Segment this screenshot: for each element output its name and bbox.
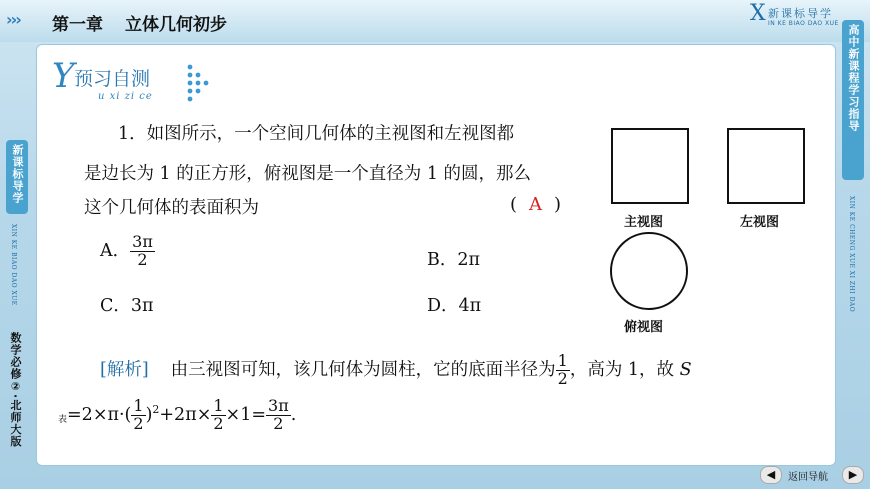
brand-cn: 新课标导学 bbox=[768, 7, 833, 20]
forward-arrow-icon[interactable]: ▶ bbox=[842, 466, 864, 484]
dots-icon bbox=[186, 62, 216, 102]
option-a: A． $\frac{3\pi}{2}$ bbox=[100, 232, 153, 269]
top-bar bbox=[0, 0, 870, 42]
top-view-label: 俯视图 bbox=[624, 320, 664, 335]
right-sidebar-title: 高中新课程学习指导 bbox=[842, 20, 864, 180]
option-c: C．3π bbox=[100, 296, 154, 316]
chapter-heading bbox=[52, 10, 249, 35]
left-sidebar bbox=[0, 140, 30, 460]
back-arrow-icon[interactable]: ◀ bbox=[760, 466, 782, 484]
section-letter: Y bbox=[52, 56, 75, 96]
front-view-label: 主视图 bbox=[624, 215, 664, 230]
analysis-line-2: $_表$=2×π·( $\frac{1}{2}$ )$^2$+2π× $\frac{1}{2}$ ×1= $\frac{3\pi}{2}$ . bbox=[58, 396, 297, 433]
section-title: 预习自测 bbox=[74, 68, 151, 90]
top-view-circle bbox=[610, 232, 688, 310]
question-line-3: 这个几何体的表面积为 bbox=[84, 198, 259, 218]
front-view-square bbox=[611, 128, 689, 204]
question-line-2: 是边长为 1 的正方形，俯视图是一个直径为 1 的圆，那么 bbox=[84, 164, 532, 184]
option-b: B．2π bbox=[427, 250, 480, 270]
brand-en: IN KE BIAO DAO XUE bbox=[768, 20, 839, 27]
question-line-1: 1．如图所示，一个空间几何体的主视图和左视图都 bbox=[118, 124, 515, 144]
chapter-number: 第一章 bbox=[52, 15, 103, 35]
option-a-fraction: $\frac{3\pi}{2}$ bbox=[132, 232, 153, 269]
chapter-title: 立体几何初步 bbox=[125, 15, 227, 35]
radius-fraction: $\frac{1}{2}$ bbox=[557, 351, 568, 388]
chevrons-icon: ››› bbox=[6, 10, 20, 29]
frac-one-half-a: $\frac{1}{2}$ bbox=[133, 396, 144, 433]
answer-choice: A bbox=[529, 194, 543, 215]
section-pinyin: u xi zi ce bbox=[98, 91, 153, 102]
frac-one-half-b: $\frac{1}{2}$ bbox=[213, 396, 224, 433]
right-sidebar bbox=[840, 20, 868, 460]
answer-slot: ( A ) bbox=[510, 194, 562, 215]
left-view-square bbox=[727, 128, 805, 204]
analysis-tag: [解析] bbox=[100, 359, 149, 380]
frac-result: $\frac{3\pi}{2}$ bbox=[268, 396, 289, 433]
analysis-line-1: [解析] 由三视图可知，该几何体为圆柱，它的底面半径为 $\frac{1}{2}$ ，高为 1，故 S bbox=[100, 351, 692, 388]
left-sidebar-title: 新课标导学 bbox=[6, 140, 28, 214]
left-sidebar-book: 数学必修②·北师大版 bbox=[9, 332, 22, 448]
brand-letter: X bbox=[750, 1, 766, 26]
nav-label[interactable]: 返回导航 bbox=[788, 472, 828, 483]
option-d: D．4π bbox=[427, 296, 482, 316]
left-view-label: 左视图 bbox=[740, 215, 780, 230]
left-sidebar-pinyin: XIN KE BIAO DAO XUE bbox=[10, 224, 17, 306]
right-sidebar-pinyin: XIN KE CHENG XUE XI ZHI DAO bbox=[848, 196, 855, 313]
